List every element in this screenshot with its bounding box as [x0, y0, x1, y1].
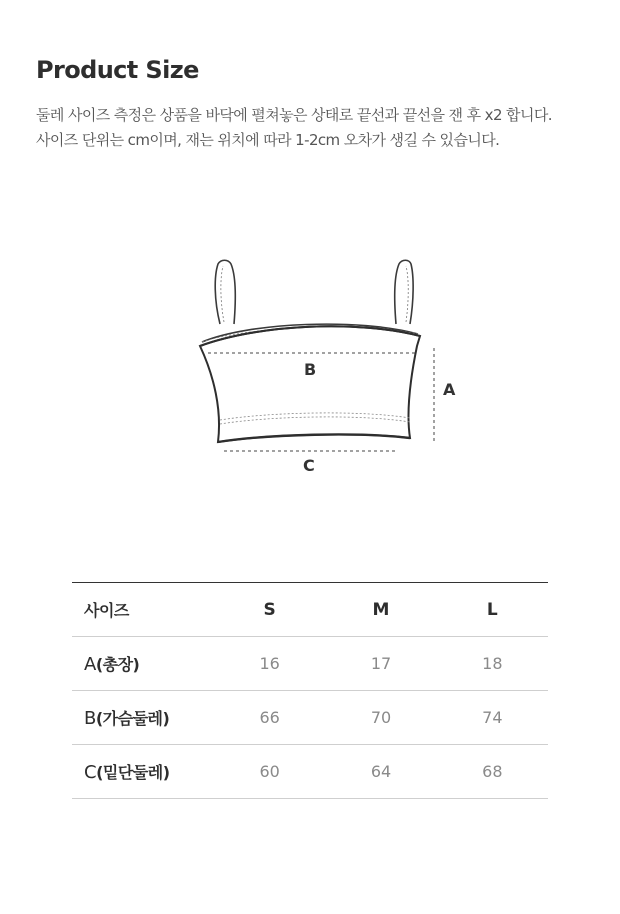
description-line-2: 사이즈 단위는 cm이며, 재는 위치에 따라 1-2cm 오차가 생길 수 있습니다.	[36, 131, 500, 149]
page-title: Product Size	[36, 56, 199, 84]
garment-diagram	[190, 250, 470, 490]
size-description	[36, 103, 606, 153]
table-header-row	[72, 583, 548, 637]
row-label-c	[72, 745, 214, 799]
header-size-m: M	[325, 583, 436, 637]
left-strap	[215, 260, 235, 324]
table-cell: 74	[437, 691, 548, 745]
table-cell: 60	[214, 745, 325, 799]
description-line-1: 둘레 사이즈 측정은 상품을 바닥에 펼쳐놓은 상태로 끝선과 끝선을 잰 후 x2 합니다.	[36, 106, 552, 124]
row-label-a	[72, 637, 214, 691]
row-key: C	[84, 762, 97, 783]
row-key: B	[84, 708, 96, 729]
header-size-l: L	[437, 583, 548, 637]
measure-label-a: A	[443, 380, 456, 399]
row-key: A	[84, 654, 96, 675]
table-cell: 16	[214, 637, 325, 691]
table-cell: 17	[325, 637, 436, 691]
table-cell: 18	[437, 637, 548, 691]
table-cell: 68	[437, 745, 548, 799]
table-row	[72, 637, 548, 691]
table-cell: 64	[325, 745, 436, 799]
right-strap	[395, 260, 413, 324]
size-table	[72, 582, 548, 799]
table-row	[72, 745, 548, 799]
row-name: (가슴둘레)	[95, 709, 170, 728]
header-size-label: 사이즈	[72, 583, 214, 637]
garment-body	[200, 326, 420, 442]
row-name: (밑단둘레)	[96, 763, 170, 782]
table-cell: 66	[214, 691, 325, 745]
bandeau-top-illustration	[190, 250, 470, 490]
measure-label-c: C	[303, 456, 315, 475]
measure-label-b: B	[304, 360, 317, 379]
header-size-s: S	[214, 583, 325, 637]
table-row	[72, 691, 548, 745]
row-name: (총장)	[95, 655, 140, 674]
table-cell: 70	[325, 691, 436, 745]
row-label-b	[72, 691, 214, 745]
